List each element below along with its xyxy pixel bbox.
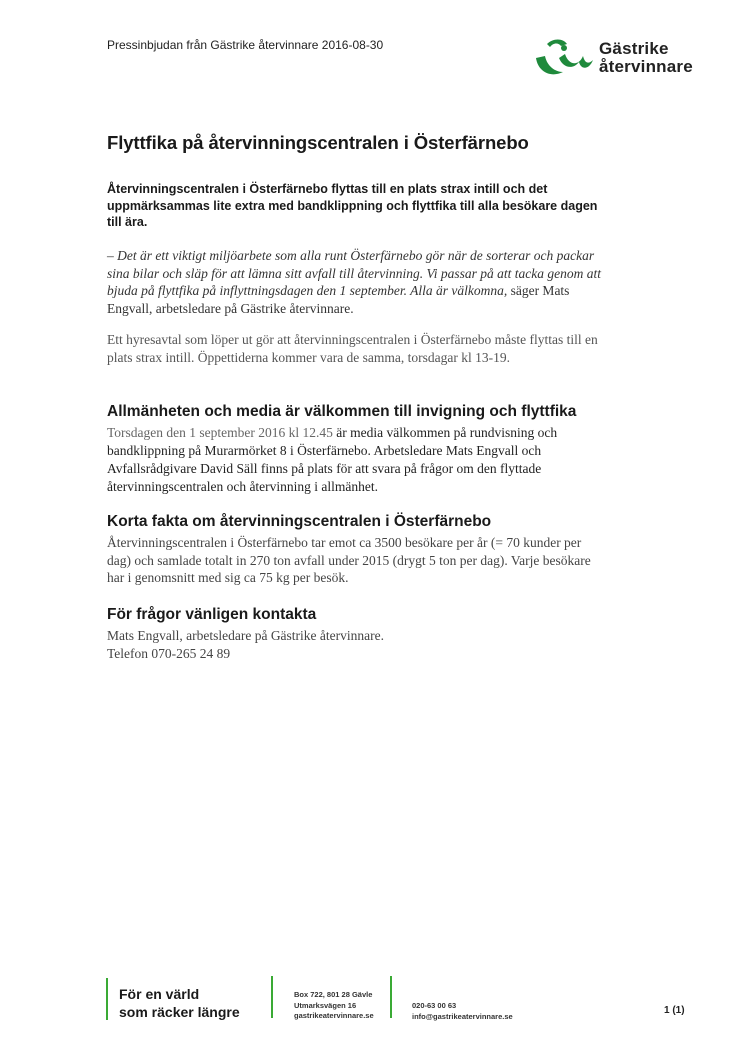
- footer-slogan: [119, 985, 240, 1021]
- section-heading-invigning: Allmänheten och media är välkommen till invigning och flyttfika: [107, 403, 577, 420]
- lead-paragraph: Återvinningscentralen i Österfärnebo flyttas till en plats strax intill och det uppmärksammas lite extra med bandklippning och flyttfika till alla besökare dagen till ära.: [107, 182, 598, 229]
- footer-divider: [271, 976, 273, 1018]
- footer-phone: 020-63 00 63: [412, 1001, 457, 1010]
- page-title: Flyttfika på återvinningscentralen i Österfärnebo: [107, 132, 529, 153]
- footer-email[interactable]: info@gastrikeatervinnare.se: [412, 1011, 513, 1021]
- quote-attribution: säger Mats Engvall, arbetsledare på Gästrike återvinnare.: [107, 283, 570, 316]
- footer-address-line2: Utmarksvägen 16: [294, 1000, 357, 1010]
- lease-paragraph: Ett hyresavtal som löper ut gör att återvinningscentralen i Österfärnebo måste flyttas till en plats strax intill. Öppettiderna kommer vara de samma, torsdagar kl 13-19.: [107, 332, 598, 365]
- logo-text-line2: återvinnare: [599, 57, 693, 76]
- recycle-logo-icon: [533, 36, 595, 80]
- fakta-paragraph: Återvinningscentralen i Österfärnebo tar emot ca 3500 besökare per år (= 70 kunder per dag) och samlade totalt in 270 ton avfall under 2015 (drygt 5 ton per dag). Varje besökare har i genomsnitt med sig ca 75 kg per besök.: [107, 535, 591, 585]
- invigning-paragraph: [107, 424, 607, 496]
- footer-address-line1: Box 722, 801 28 Gävle: [294, 990, 373, 999]
- quote-paragraph: [107, 247, 607, 317]
- footer-divider: [390, 976, 392, 1018]
- invigning-text: är media välkommen på rundvisning och bandklippning på Murarmörket 8 i Österfärnebo. Arbetsledare Mats Engvall och Avfallsrådgivare David Säll finns på plats för att svara på frågor om den flyttade återvinningscentralen och återvinning i allmänhet.: [107, 425, 558, 494]
- footer-slogan-line2: som räcker längre: [119, 1004, 240, 1020]
- page-number: 1 (1): [664, 1005, 685, 1016]
- section-heading-kontakt: För frågor vänligen kontakta: [107, 606, 317, 623]
- logo-text-line1: Gästrike: [599, 39, 669, 58]
- footer-slogan-line1: För en värld: [119, 986, 200, 1002]
- kontakt-paragraph: [107, 627, 607, 662]
- section-heading-fakta: Korta fakta om återvinningscentralen i Österfärnebo: [107, 513, 492, 530]
- footer-address: [294, 990, 374, 1022]
- footer-website[interactable]: gastrikeatervinnare.se: [294, 1011, 374, 1020]
- press-header-meta: Pressinbjudan från Gästrike återvinnare 2016-08-30: [107, 38, 384, 52]
- kontakt-phone: Telefon 070-265 24 89: [107, 645, 231, 661]
- invigning-date: Torsdagen den 1 september 2016 kl 12.45: [107, 425, 333, 440]
- footer-divider: [106, 978, 108, 1020]
- company-logo: [533, 36, 703, 80]
- quote-text: – Det är ett viktigt miljöarbete som alla runt Österfärnebo gör när de sorterar och packar sina bilar och släp för att lämna sitt avfall till återvinning. Vi passar på att tacka genom att bjuda på flyttfika på inflyttningsdagen den 1 september. Alla är välkomna,: [107, 248, 601, 298]
- kontakt-name: Mats Engvall, arbetsledare på Gästrike återvinnare.: [107, 628, 385, 643]
- footer-contact: [412, 1001, 513, 1022]
